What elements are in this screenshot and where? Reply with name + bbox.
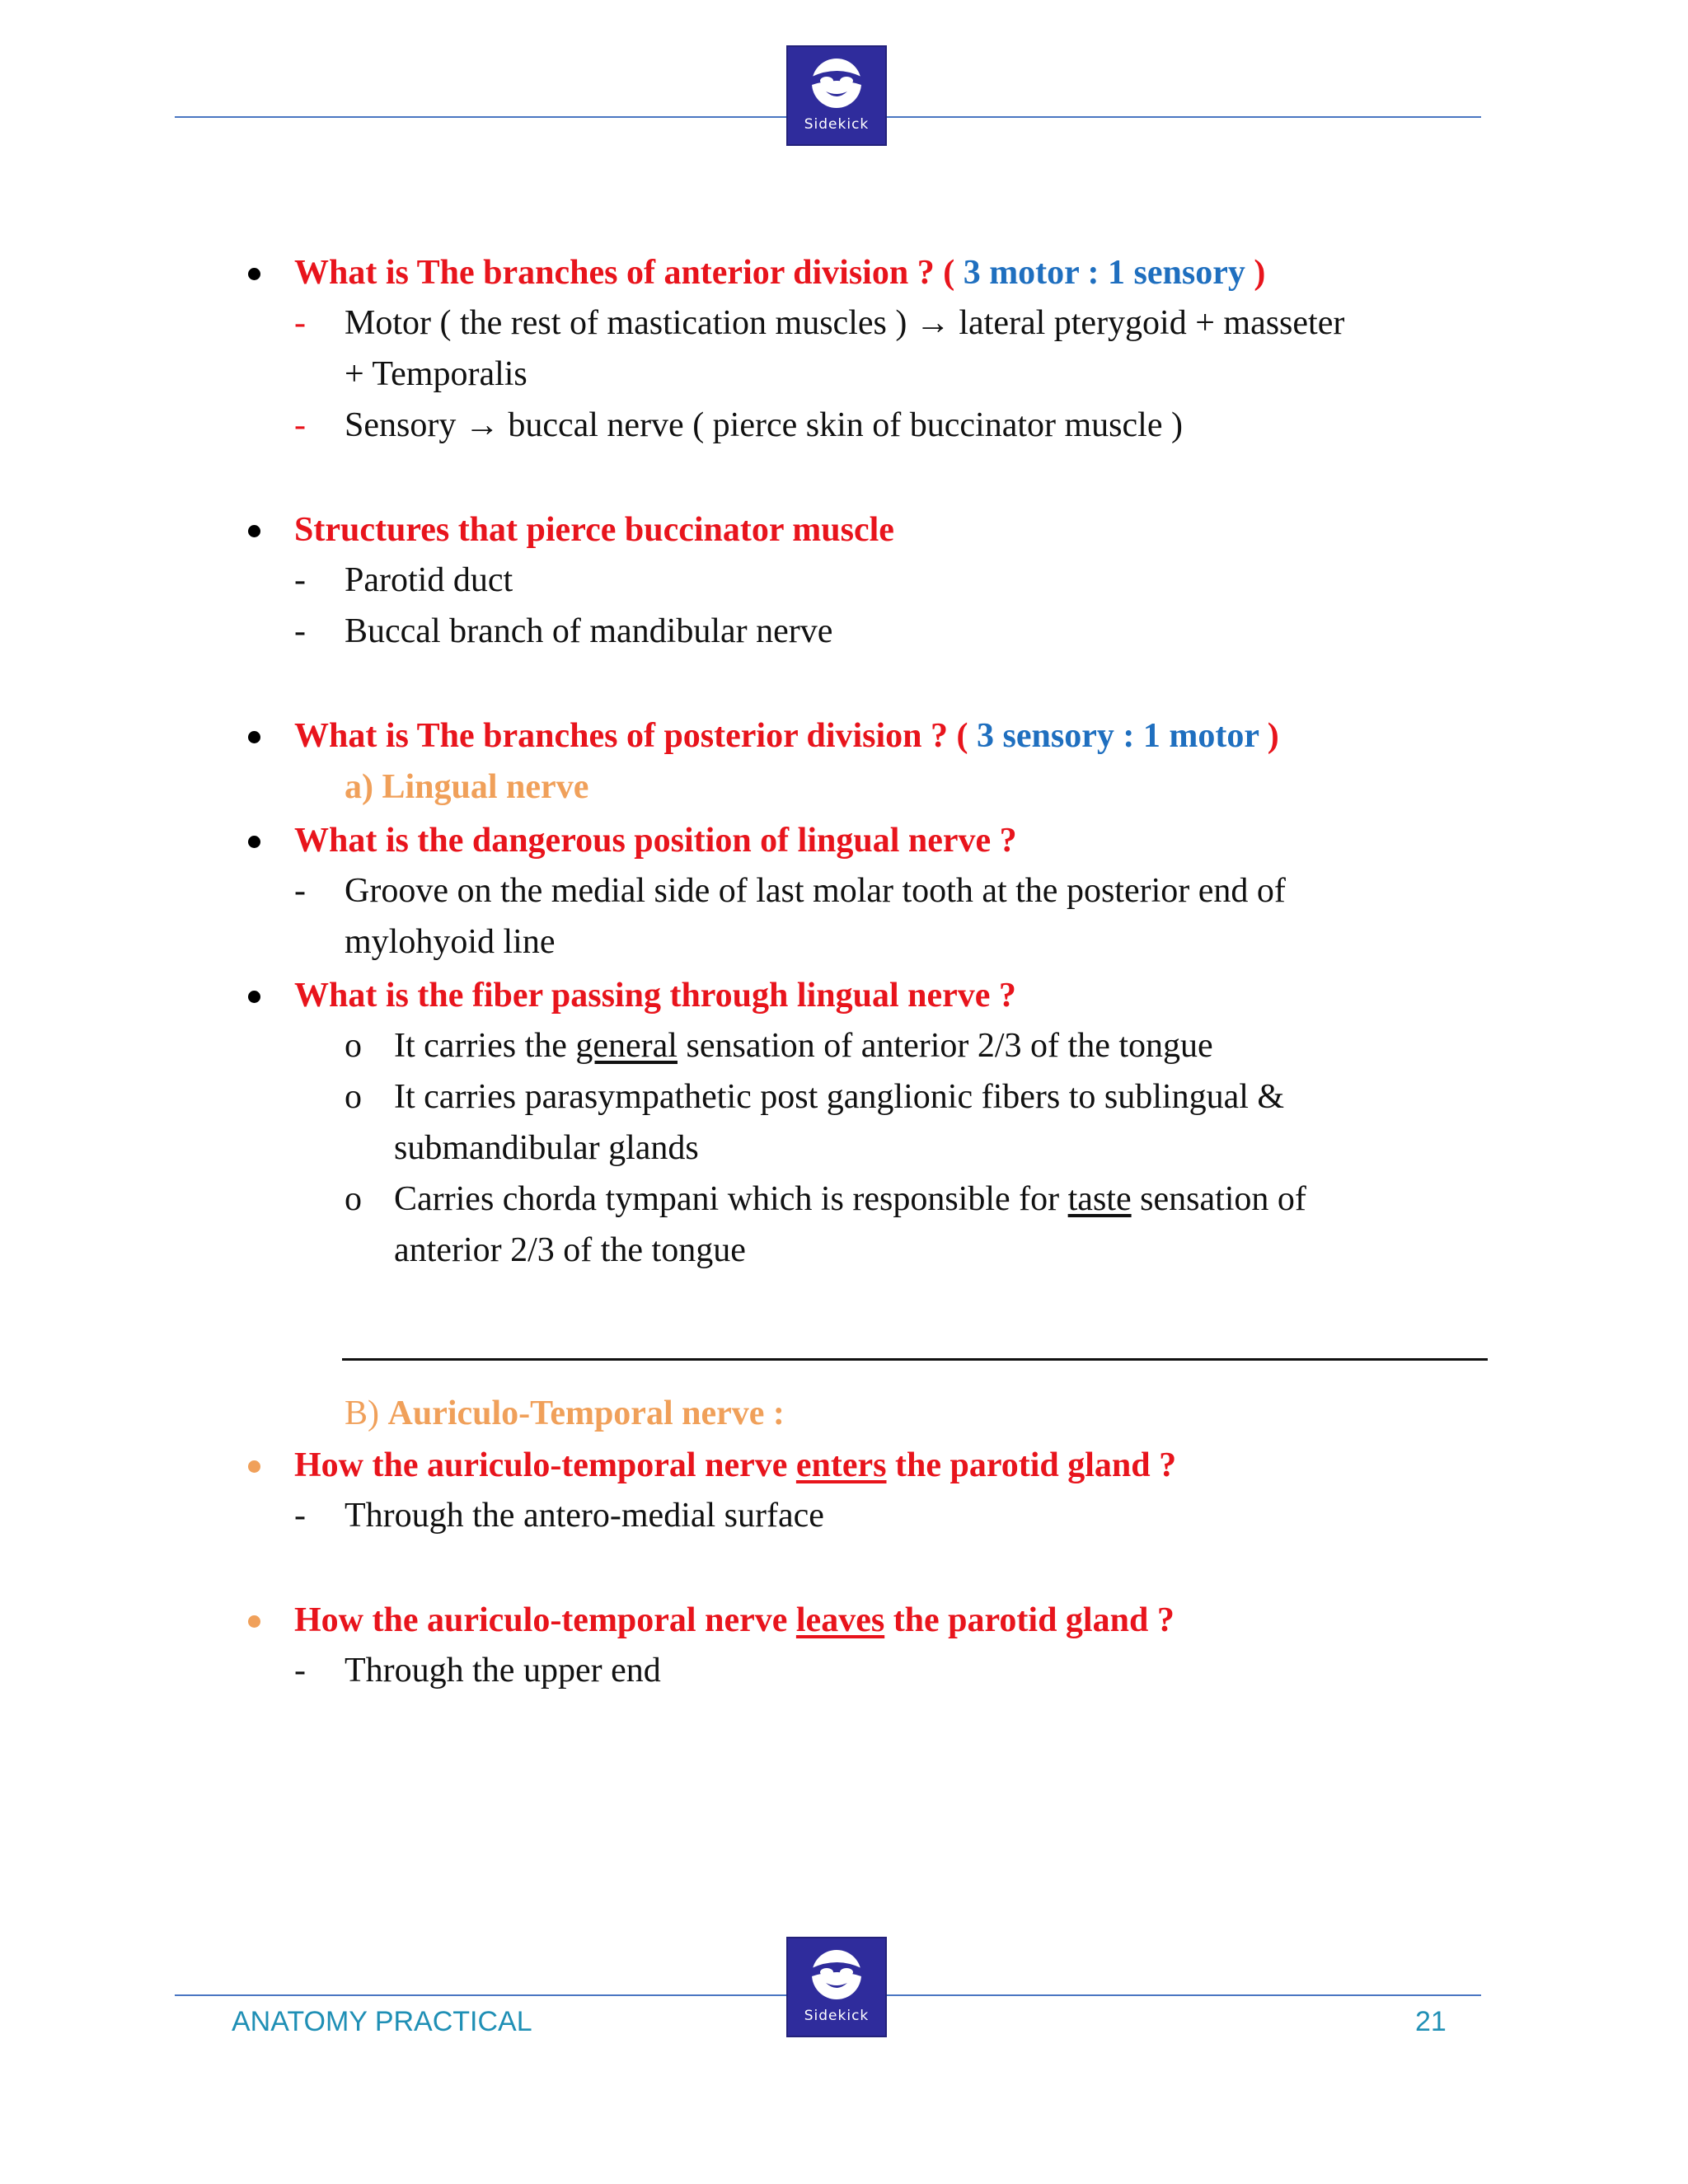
question-text: How the auriculo-temporal nerve xyxy=(294,1601,796,1639)
question-fiber: What is the fiber passing through lingual nerve ? xyxy=(294,977,1016,1015)
fiber-item-1-text-end: sensation of anterior 2/3 of the tongue xyxy=(677,1027,1213,1065)
subheading-lingual-nerve: a) Lingual nerve xyxy=(345,768,589,806)
header-logo xyxy=(786,45,887,146)
enters-answer: Through the antero-medial surface xyxy=(345,1497,824,1535)
dash-marker: - xyxy=(294,304,306,342)
circle-marker: o xyxy=(345,1027,362,1065)
dash-marker: - xyxy=(294,1497,306,1535)
bullet-icon xyxy=(248,991,260,1003)
bullet-icon xyxy=(248,268,260,280)
sensory-line: Sensory → buccal nerve ( pierce skin of buccinator muscle ) xyxy=(345,406,1183,444)
fiber-item-3-text-end: sensation of xyxy=(1131,1180,1306,1218)
dangerous-answer-line-1: Groove on the medial side of last molar tooth at the posterior end of xyxy=(345,872,1286,910)
page-number: 21 xyxy=(1415,2006,1447,2037)
underlined-taste: taste xyxy=(1067,1180,1132,1218)
underlined-general: general xyxy=(575,1027,678,1065)
question-text: What is The branches of posterior division ? ( xyxy=(294,717,978,755)
leaves-answer: Through the upper end xyxy=(345,1652,661,1690)
bullet-icon xyxy=(248,525,260,537)
subheading-text: Auriculo-Temporal nerve : xyxy=(387,1394,785,1432)
subheading-auriculo-temporal xyxy=(345,1393,785,1434)
motor-line-2: + Temporalis xyxy=(345,355,528,393)
dash-marker: - xyxy=(294,872,306,910)
circle-marker: o xyxy=(345,1078,362,1116)
circle-marker: o xyxy=(345,1180,362,1218)
dash-marker: - xyxy=(294,612,306,650)
buccinator-item-1: Parotid duct xyxy=(345,561,513,599)
question-text-end: the parotid gland ? xyxy=(886,1446,1177,1484)
ratio-text: 3 sensory : 1 motor xyxy=(977,717,1259,755)
fiber-item-3-line-1 xyxy=(394,1179,1306,1220)
underlined-leaves: leaves xyxy=(795,1601,885,1639)
footer-title: ANATOMY PRACTICAL xyxy=(232,2006,532,2037)
bullet-icon xyxy=(248,836,260,848)
dash-marker: - xyxy=(294,1652,306,1690)
dash-marker: - xyxy=(294,561,306,599)
fiber-item-3-line-2: anterior 2/3 of the tongue xyxy=(394,1231,746,1269)
question-text: What is The branches of anterior division ? ( xyxy=(294,254,964,292)
question-anterior-division xyxy=(294,252,1265,293)
fiber-item-1 xyxy=(394,1025,1213,1066)
section-separator xyxy=(342,1358,1488,1361)
buccinator-item-2: Buccal branch of mandibular nerve xyxy=(345,612,833,650)
dangerous-answer-line-2: mylohyoid line xyxy=(345,923,556,961)
subheading-letter: B) xyxy=(345,1394,388,1432)
fiber-item-2-line-1: It carries parasympathetic post ganglionic fibers to sublingual & xyxy=(394,1078,1285,1116)
question-text-end: ) xyxy=(1245,254,1266,292)
question-text-end: the parotid gland ? xyxy=(884,1601,1175,1639)
bullet-icon xyxy=(248,731,260,743)
question-buccinator: Structures that pierce buccinator muscle xyxy=(294,511,894,549)
motor-line-1: Motor ( the rest of mastication muscles ) → lateral pterygoid + masseter xyxy=(345,304,1345,342)
underlined-enters: enters xyxy=(795,1446,887,1484)
fiber-item-2-line-2: submandibular glands xyxy=(394,1129,699,1167)
fiber-item-1-text: It carries the xyxy=(394,1027,576,1065)
question-posterior-division xyxy=(294,715,1279,757)
footer-logo xyxy=(786,1937,887,2037)
header-logo-text: Sidekick xyxy=(804,116,870,133)
dash-marker: - xyxy=(294,406,306,444)
bullet-icon xyxy=(248,1615,260,1628)
question-leaves xyxy=(294,1600,1175,1641)
bullet-icon xyxy=(248,1460,260,1473)
footer-logo-text: Sidekick xyxy=(804,2008,870,2024)
question-dangerous-position: What is the dangerous position of lingual nerve ? xyxy=(294,822,1017,860)
question-text-end: ) xyxy=(1259,717,1279,755)
fiber-item-3-text: Carries chorda tympani which is responsible for xyxy=(394,1180,1068,1218)
question-enters xyxy=(294,1445,1176,1486)
ratio-text: 3 motor : 1 sensory xyxy=(963,254,1245,292)
question-text: How the auriculo-temporal nerve xyxy=(294,1446,796,1484)
